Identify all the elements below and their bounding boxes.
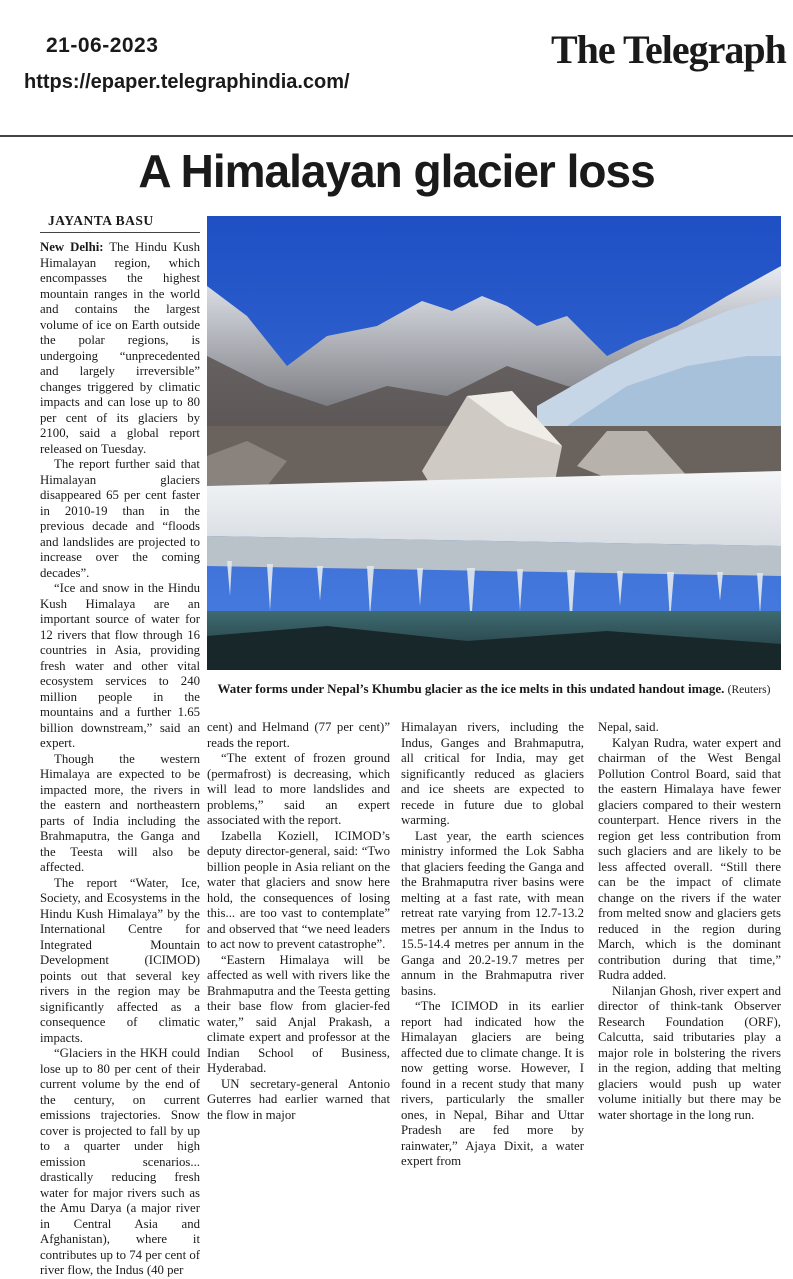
- article-paragraph: The report “Water, Ice, Society, and Ecosystems in the Hindu Kush Himalaya” by the International Centre for Integrated Mountain Development (ICIMOD) points out that several key rivers in the region may be significantly affected as a consequence of climatic impacts.: [40, 875, 200, 1045]
- article-paragraph: Though the western Himalaya are expected to be impacted more, the rivers in the eastern and northeastern parts of India including the Brahmaputra, the Ganga and the Teesta will also be affected.: [40, 751, 200, 874]
- article-paragraph: Nilanjan Ghosh, river expert and director of think-tank Observer Research Foundation (ORF), Calcutta, said tributaries play a major role in bolstering the rivers in the region, adding that melting glaciers would push up water volume initially but there may be water shortage in the long run.: [598, 983, 781, 1122]
- article-paragraph: “The extent of frozen ground (permafrost) is decreasing, which will lead to more landslides and problems,” said an expert associated with the report.: [207, 751, 390, 827]
- glacier-photo: [207, 216, 781, 670]
- article-column-2: [207, 720, 390, 1198]
- caption-credit: (Reuters): [727, 684, 771, 696]
- article-paragraph: [40, 240, 200, 457]
- article-paragraph: Izabella Koziell, ICIMOD’s deputy director-general, said: “Two billion people in Asia reliant on the water that glaciers and snow here hold, the consequences of losing this... are too vast to contemplate” and observed that “we need leaders to act now to prevent catastrophe”.: [207, 828, 390, 951]
- article-paragraph: Kalyan Rudra, water expert and chairman of the West Bengal Pollution Control Board, said that the eastern Himalaya have fewer glaciers compared to their western counterpart. Hence rivers in the region get less contribution from such glaciers and are likely to be less affected overall. “Still there can be the impact of climate change on the rivers if the water from melted snow and glaciers gets reduced in the region during March, which is the dominant contribution during that time,” Rudra added.: [598, 735, 781, 982]
- article-column-3: [401, 720, 584, 1198]
- article-paragraph: The report further said that Himalayan glaciers disappeared 65 per cent faster in 2010-19 than in the previous decade and “floods and landslides are projected to increase over the coming decades”.: [40, 457, 200, 580]
- article-paragraph: “Ice and snow in the Hindu Kush Himalaya are an important source of water for 12 rivers that flow through 16 countries in Asia, providing fresh water and other vital ecosystem services to 240 million people in the mountains and a further 1.65 billion downstream,” said an expert.: [40, 581, 200, 750]
- article-headline: A Himalayan glacier loss: [138, 145, 655, 197]
- article-column-4: [598, 720, 781, 1198]
- article-photo: [207, 216, 781, 670]
- article-paragraph: Last year, the earth sciences ministry informed the Lok Sabha that glaciers feeding the Ganga and the Brahmaputra river basins were melting at a fast rate, with mean retreat rate varying from 12.7-13.2 metres per annum in the Indus to 15.5-14.4 metres per annum in the Ganga and 20.2-19.7 metres per annum in the Brahmaputra river basins.: [401, 828, 584, 998]
- article-paragraph: “Eastern Himalaya will be affected as well with rivers like the Brahmaputra and the Teesta getting their base flow from glacier-fed water,” said Anjal Prakash, a climate expert and professor at the Indian School of Business, Hyderabad.: [207, 952, 390, 1075]
- article-paragraph: “The ICIMOD in its earlier report had indicated how the Himalayan glaciers are being affected due to climate change. It is now getting worse. However, I found in a recent study that many rivers, particularly the smaller ones, in Nepal, Bihar and Uttar Pradesh are fed more by rainwater,” Ajaya Dixit, a water expert from: [401, 999, 584, 1168]
- newspaper-masthead: The Telegraph: [551, 27, 786, 72]
- paragraph-text: The Hindu Kush Himalayan region, which encompasses the highest mountain ranges in the world and contains the largest volume of ice on Earth outside the polar regions, is undergoing “unprecedented and largely irreversible” changes triggered by climatic impacts and can lose up to 80 per cent of its glaciers by 2100, said a global report released on Tuesday.: [40, 240, 200, 456]
- article-paragraph: Nepal, said.: [598, 720, 659, 734]
- byline-rule: [40, 232, 200, 233]
- article-dateline: New Delhi:: [40, 240, 104, 254]
- source-url: https://epaper.telegraphindia.com/: [24, 71, 350, 93]
- article-column-1: [40, 240, 200, 1277]
- article-paragraph: “Glaciers in the HKH could lose up to 80 per cent of their current volume by the end of the century, on current emissions trajectories. Snow cover is projected to fall by up to a quarter under high emission scenarios... drastically reducing fresh water for major rivers such as the Amu Darya (a major river in Central Asia and Afghanistan), where it contributes up to 74 per cent of river flow, the Indus (40 per: [40, 1046, 200, 1277]
- print-date: 21-06-2023: [46, 34, 159, 57]
- article-paragraph: cent) and Helmand (77 per cent)” reads the report.: [207, 720, 390, 750]
- article-paragraph: Himalayan rivers, including the Indus, Ganges and Brahmaputra, all critical for India, may get significantly reduced as glaciers and ice sheets are expected to recede in future due to global warming.: [401, 720, 584, 827]
- photo-caption: [207, 680, 781, 699]
- article-paragraph: UN secretary-general Antonio Guterres had earlier warned that the flow in major: [207, 1076, 390, 1122]
- header-rule: [0, 135, 793, 137]
- article-byline: JAYANTA BASU: [48, 213, 154, 228]
- caption-text: Water forms under Nepal’s Khumbu glacier as the ice melts in this undated handout image.: [217, 681, 725, 696]
